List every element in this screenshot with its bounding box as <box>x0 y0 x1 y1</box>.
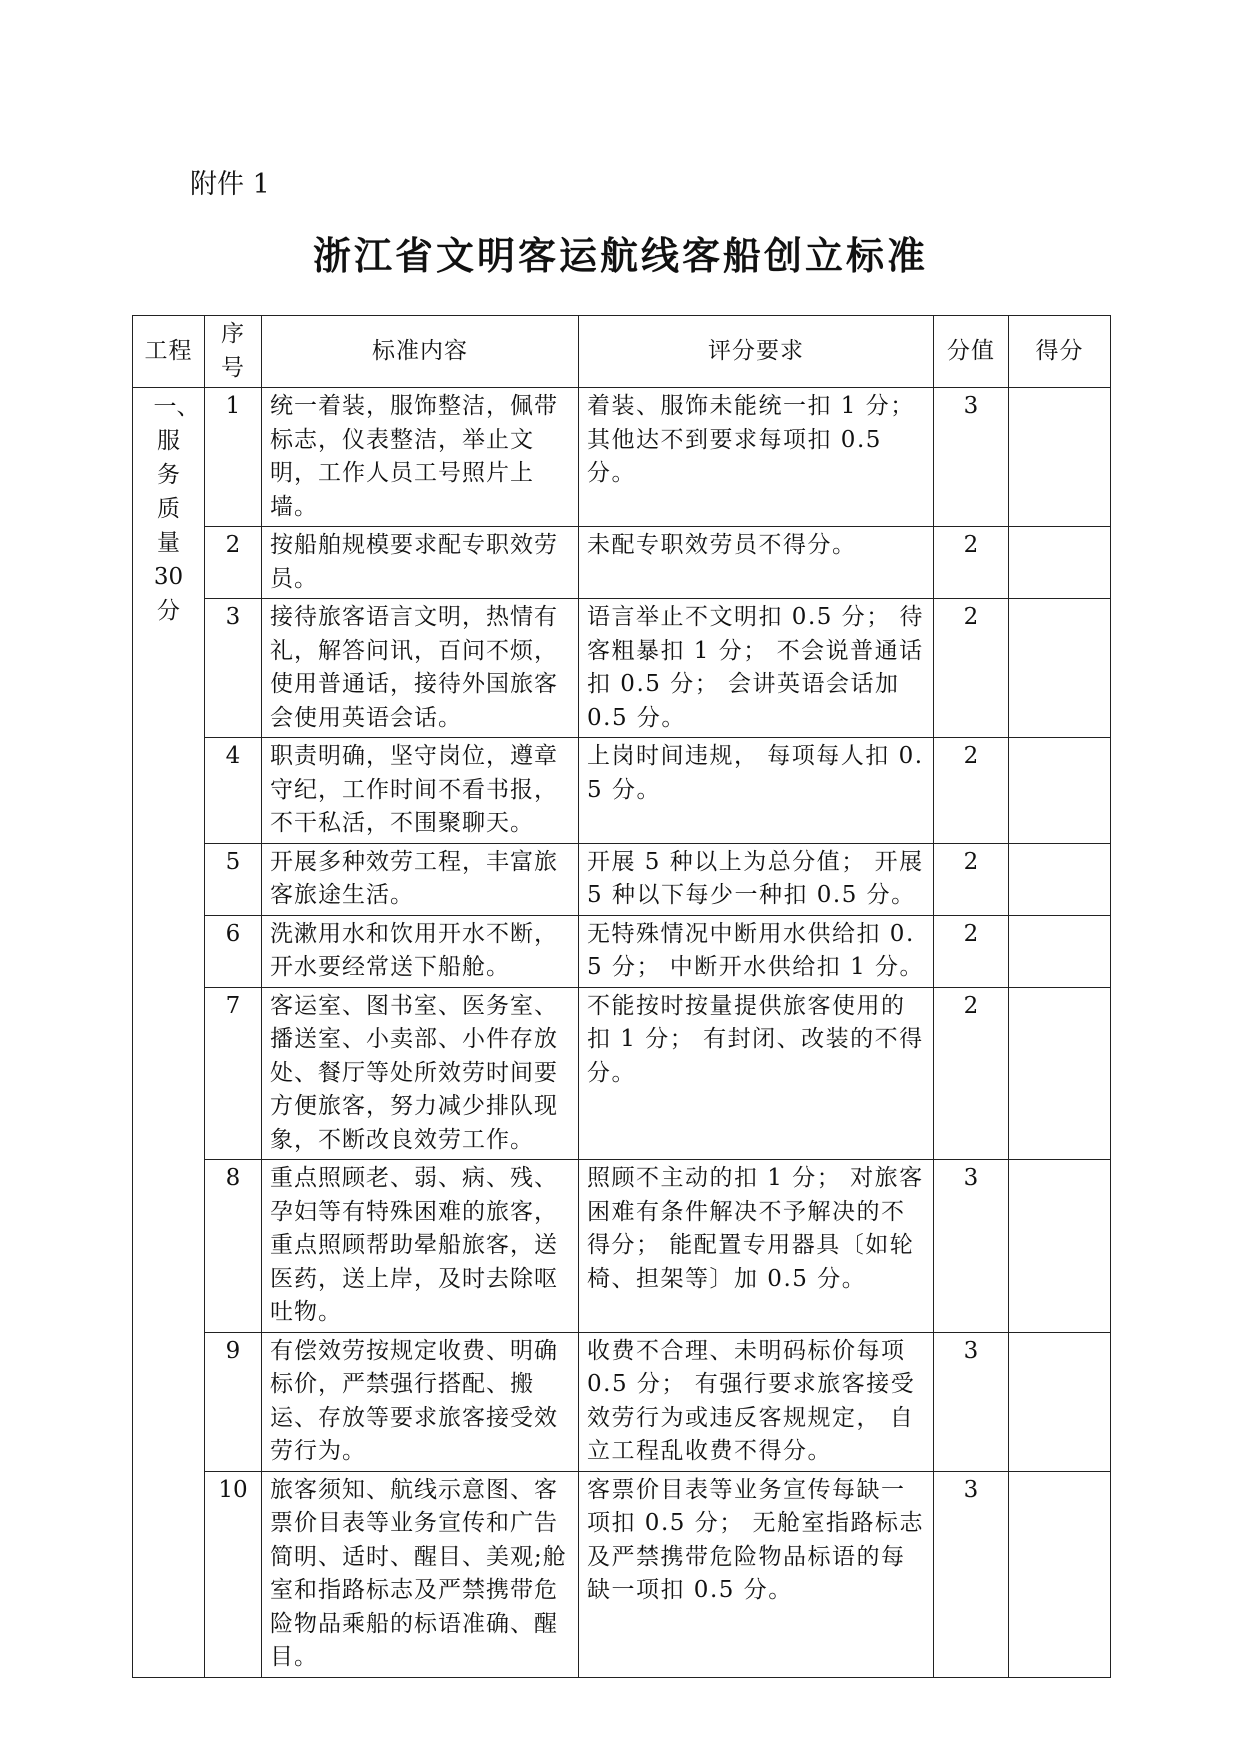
row-requirement: 照顾不主动的扣 1 分； 对旅客困难有条件解决不予解决的不得分； 能配置专用器具〔如轮椅、担架等〕加 0.5 分。 <box>579 1160 934 1333</box>
row-requirement: 开展 5 种以上为总分值； 开展 5 种以下每少一种扣 0.5 分。 <box>579 843 934 915</box>
row-content: 接待旅客语言文明，热情有礼，解答问讯，百问不烦，使用普通话，接待外国旅客会使用英语会话。 <box>262 599 579 738</box>
row-score: 2 <box>934 987 1009 1160</box>
row-seq: 4 <box>205 738 262 844</box>
header-project: 工程 <box>133 316 205 388</box>
table-row <box>133 1471 1111 1677</box>
row-score: 3 <box>934 1160 1009 1333</box>
row-requirement: 着装、服饰未能统一扣 1 分；其他达不到要求每项扣 0.5 分。 <box>579 388 934 527</box>
table-row <box>133 388 1111 527</box>
row-got <box>1009 1160 1111 1333</box>
row-content: 职责明确，坚守岗位，遵章守纪，工作时间不看书报，不干私活，不围聚聊天。 <box>262 738 579 844</box>
header-content: 标准内容 <box>262 316 579 388</box>
row-content: 重点照顾老、弱、病、残、孕妇等有特殊困难的旅客，重点照顾帮助晕船旅客，送医药，送上岸，及时去除呕吐物。 <box>262 1160 579 1333</box>
row-got <box>1009 1471 1111 1677</box>
row-content: 按船舶规模要求配专职效劳员。 <box>262 527 579 599</box>
table-row <box>133 527 1111 599</box>
document-title: 浙江省文明客运航线客船创立标准 <box>312 233 928 278</box>
standards-table <box>132 315 1111 1678</box>
row-seq: 2 <box>205 527 262 599</box>
row-content: 客运室、图书室、医务室、播送室、小卖部、小件存放处、餐厅等处所效劳时间要方便旅客，努力减少排队现象，不断改良效劳工作。 <box>262 987 579 1160</box>
row-got <box>1009 599 1111 738</box>
row-content: 旅客须知、航线示意图、客票价目表等业务宣传和广告简明、适时、醒目、美观;舱室和指路标志及严禁携带危险物品乘船的标语准确、醒目。 <box>262 1471 579 1677</box>
row-score: 2 <box>934 527 1009 599</box>
row-got <box>1009 915 1111 987</box>
row-seq: 10 <box>205 1471 262 1677</box>
header-seq: 序号 <box>205 316 262 388</box>
row-seq: 6 <box>205 915 262 987</box>
row-seq: 3 <box>205 599 262 738</box>
table-row <box>133 843 1111 915</box>
section-label: 一、服务质量30分 <box>153 394 200 624</box>
row-score: 2 <box>934 915 1009 987</box>
row-got <box>1009 388 1111 527</box>
row-requirement: 无特殊情况中断用水供给扣 0.5 分； 中断开水供给扣 1 分。 <box>579 915 934 987</box>
table-row <box>133 1332 1111 1471</box>
row-got <box>1009 1332 1111 1471</box>
table-row <box>133 987 1111 1160</box>
row-got <box>1009 738 1111 844</box>
row-content: 洗漱用水和饮用开水不断，开水要经常送下船舱。 <box>262 915 579 987</box>
header-requirement: 评分要求 <box>579 316 934 388</box>
row-requirement: 上岗时间违规， 每项每人扣 0.5 分。 <box>579 738 934 844</box>
row-seq: 1 <box>205 388 262 527</box>
row-content: 有偿效劳按规定收费、明确标价，严禁强行搭配、搬运、存放等要求旅客接受效劳行为。 <box>262 1332 579 1471</box>
section-label-cell <box>133 388 205 1678</box>
row-got <box>1009 843 1111 915</box>
row-requirement: 语言举止不文明扣 0.5 分； 待客粗暴扣 1 分； 不会说普通话扣 0.5 分； 会讲英语会话加 0.5 分。 <box>579 599 934 738</box>
table-row <box>133 1160 1111 1333</box>
header-score: 分值 <box>934 316 1009 388</box>
row-requirement: 收费不合理、未明码标价每项 0.5 分； 有强行要求旅客接受效劳行为或违反客规规定， 自立工程乱收费不得分。 <box>579 1332 934 1471</box>
row-score: 2 <box>934 599 1009 738</box>
table-row <box>133 599 1111 738</box>
row-seq: 5 <box>205 843 262 915</box>
row-score: 3 <box>934 388 1009 527</box>
row-content: 开展多种效劳工程，丰富旅客旅途生活。 <box>262 843 579 915</box>
table-row <box>133 738 1111 844</box>
row-requirement: 不能按时按量提供旅客使用的扣 1 分； 有封闭、改装的不得分。 <box>579 987 934 1160</box>
row-requirement: 客票价目表等业务宣传每缺一项扣 0.5 分； 无舱室指路标志及严禁携带危险物品标语的每缺一项扣 0.5 分。 <box>579 1471 934 1677</box>
row-score: 3 <box>934 1471 1009 1677</box>
attachment-label: 附件 1 <box>190 169 270 200</box>
row-score: 2 <box>934 738 1009 844</box>
row-seq: 7 <box>205 987 262 1160</box>
row-score: 2 <box>934 843 1009 915</box>
row-seq: 8 <box>205 1160 262 1333</box>
row-got <box>1009 987 1111 1160</box>
header-got: 得分 <box>1009 316 1111 388</box>
row-score: 3 <box>934 1332 1009 1471</box>
row-seq: 9 <box>205 1332 262 1471</box>
table-header-row <box>133 316 1111 388</box>
row-requirement: 未配专职效劳员不得分。 <box>579 527 934 599</box>
table-row <box>133 915 1111 987</box>
row-got <box>1009 527 1111 599</box>
row-content: 统一着装，服饰整洁，佩带标志，仪表整洁，举止文明，工作人员工号照片上墙。 <box>262 388 579 527</box>
